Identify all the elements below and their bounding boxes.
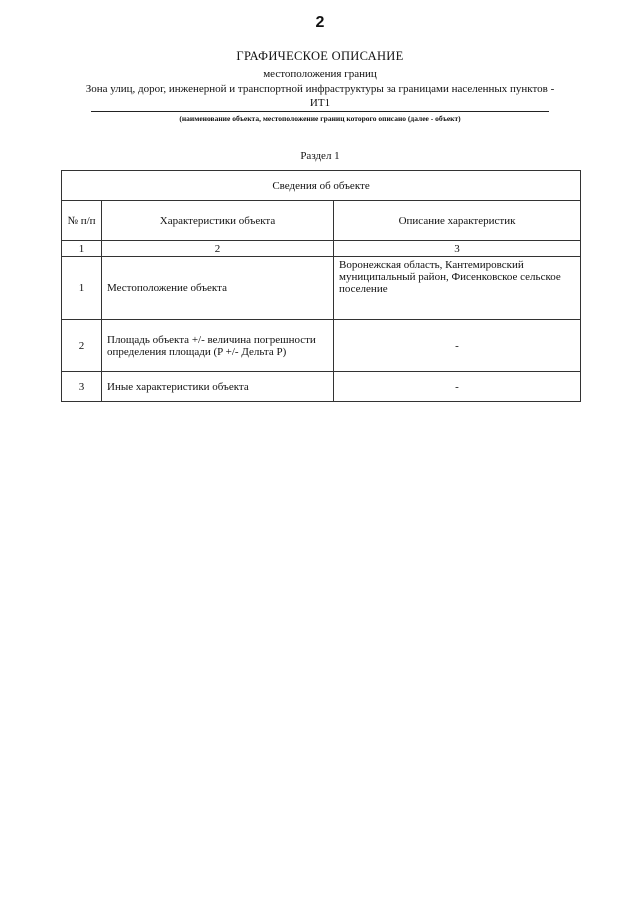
table-index-row	[62, 241, 581, 257]
header-description: Описание характеристик	[334, 201, 581, 241]
table-row	[62, 257, 581, 320]
row-characteristic: Площадь объекта +/- величина погрешности определения площади (P +/- Дельта P)	[102, 320, 334, 372]
table-caption-row	[62, 171, 581, 201]
row-num: 2	[62, 320, 102, 372]
index-cell: 2	[102, 241, 334, 257]
row-description: Воронежская область, Кантемировский муниципальный район, Фисенковское сельское поселение	[334, 257, 581, 320]
row-characteristic: Местоположение объекта	[102, 257, 334, 320]
document-title: ГРАФИЧЕСКОЕ ОПИСАНИЕ	[236, 49, 404, 63]
object-name: Зона улиц, дорог, инженерной и транспортной инфраструктуры за границами населенных пунктов - ИТ1	[85, 83, 555, 109]
object-info-table	[61, 170, 581, 402]
table-row	[62, 320, 581, 372]
table-row	[62, 372, 581, 402]
page-number: 2	[315, 14, 325, 31]
object-name-caption: (наименование объекта, местоположение границ которого описано (далее - объект)	[179, 114, 461, 123]
table-header-row	[62, 201, 581, 241]
document-subtitle: местоположения границ	[263, 68, 377, 80]
index-cell: 3	[334, 241, 581, 257]
row-description: -	[334, 320, 581, 372]
index-cell: 1	[62, 241, 102, 257]
object-name-underline	[91, 111, 549, 112]
row-num: 1	[62, 257, 102, 320]
document-header	[0, 48, 640, 124]
header-characteristic: Характеристики объекта	[102, 201, 334, 241]
section-label: Раздел 1	[300, 150, 340, 162]
row-description: -	[334, 372, 581, 402]
row-characteristic: Иные характеристики объекта	[102, 372, 334, 402]
table-caption: Сведения об объекте	[62, 171, 581, 201]
header-num: № п/п	[62, 201, 102, 241]
row-num: 3	[62, 372, 102, 402]
